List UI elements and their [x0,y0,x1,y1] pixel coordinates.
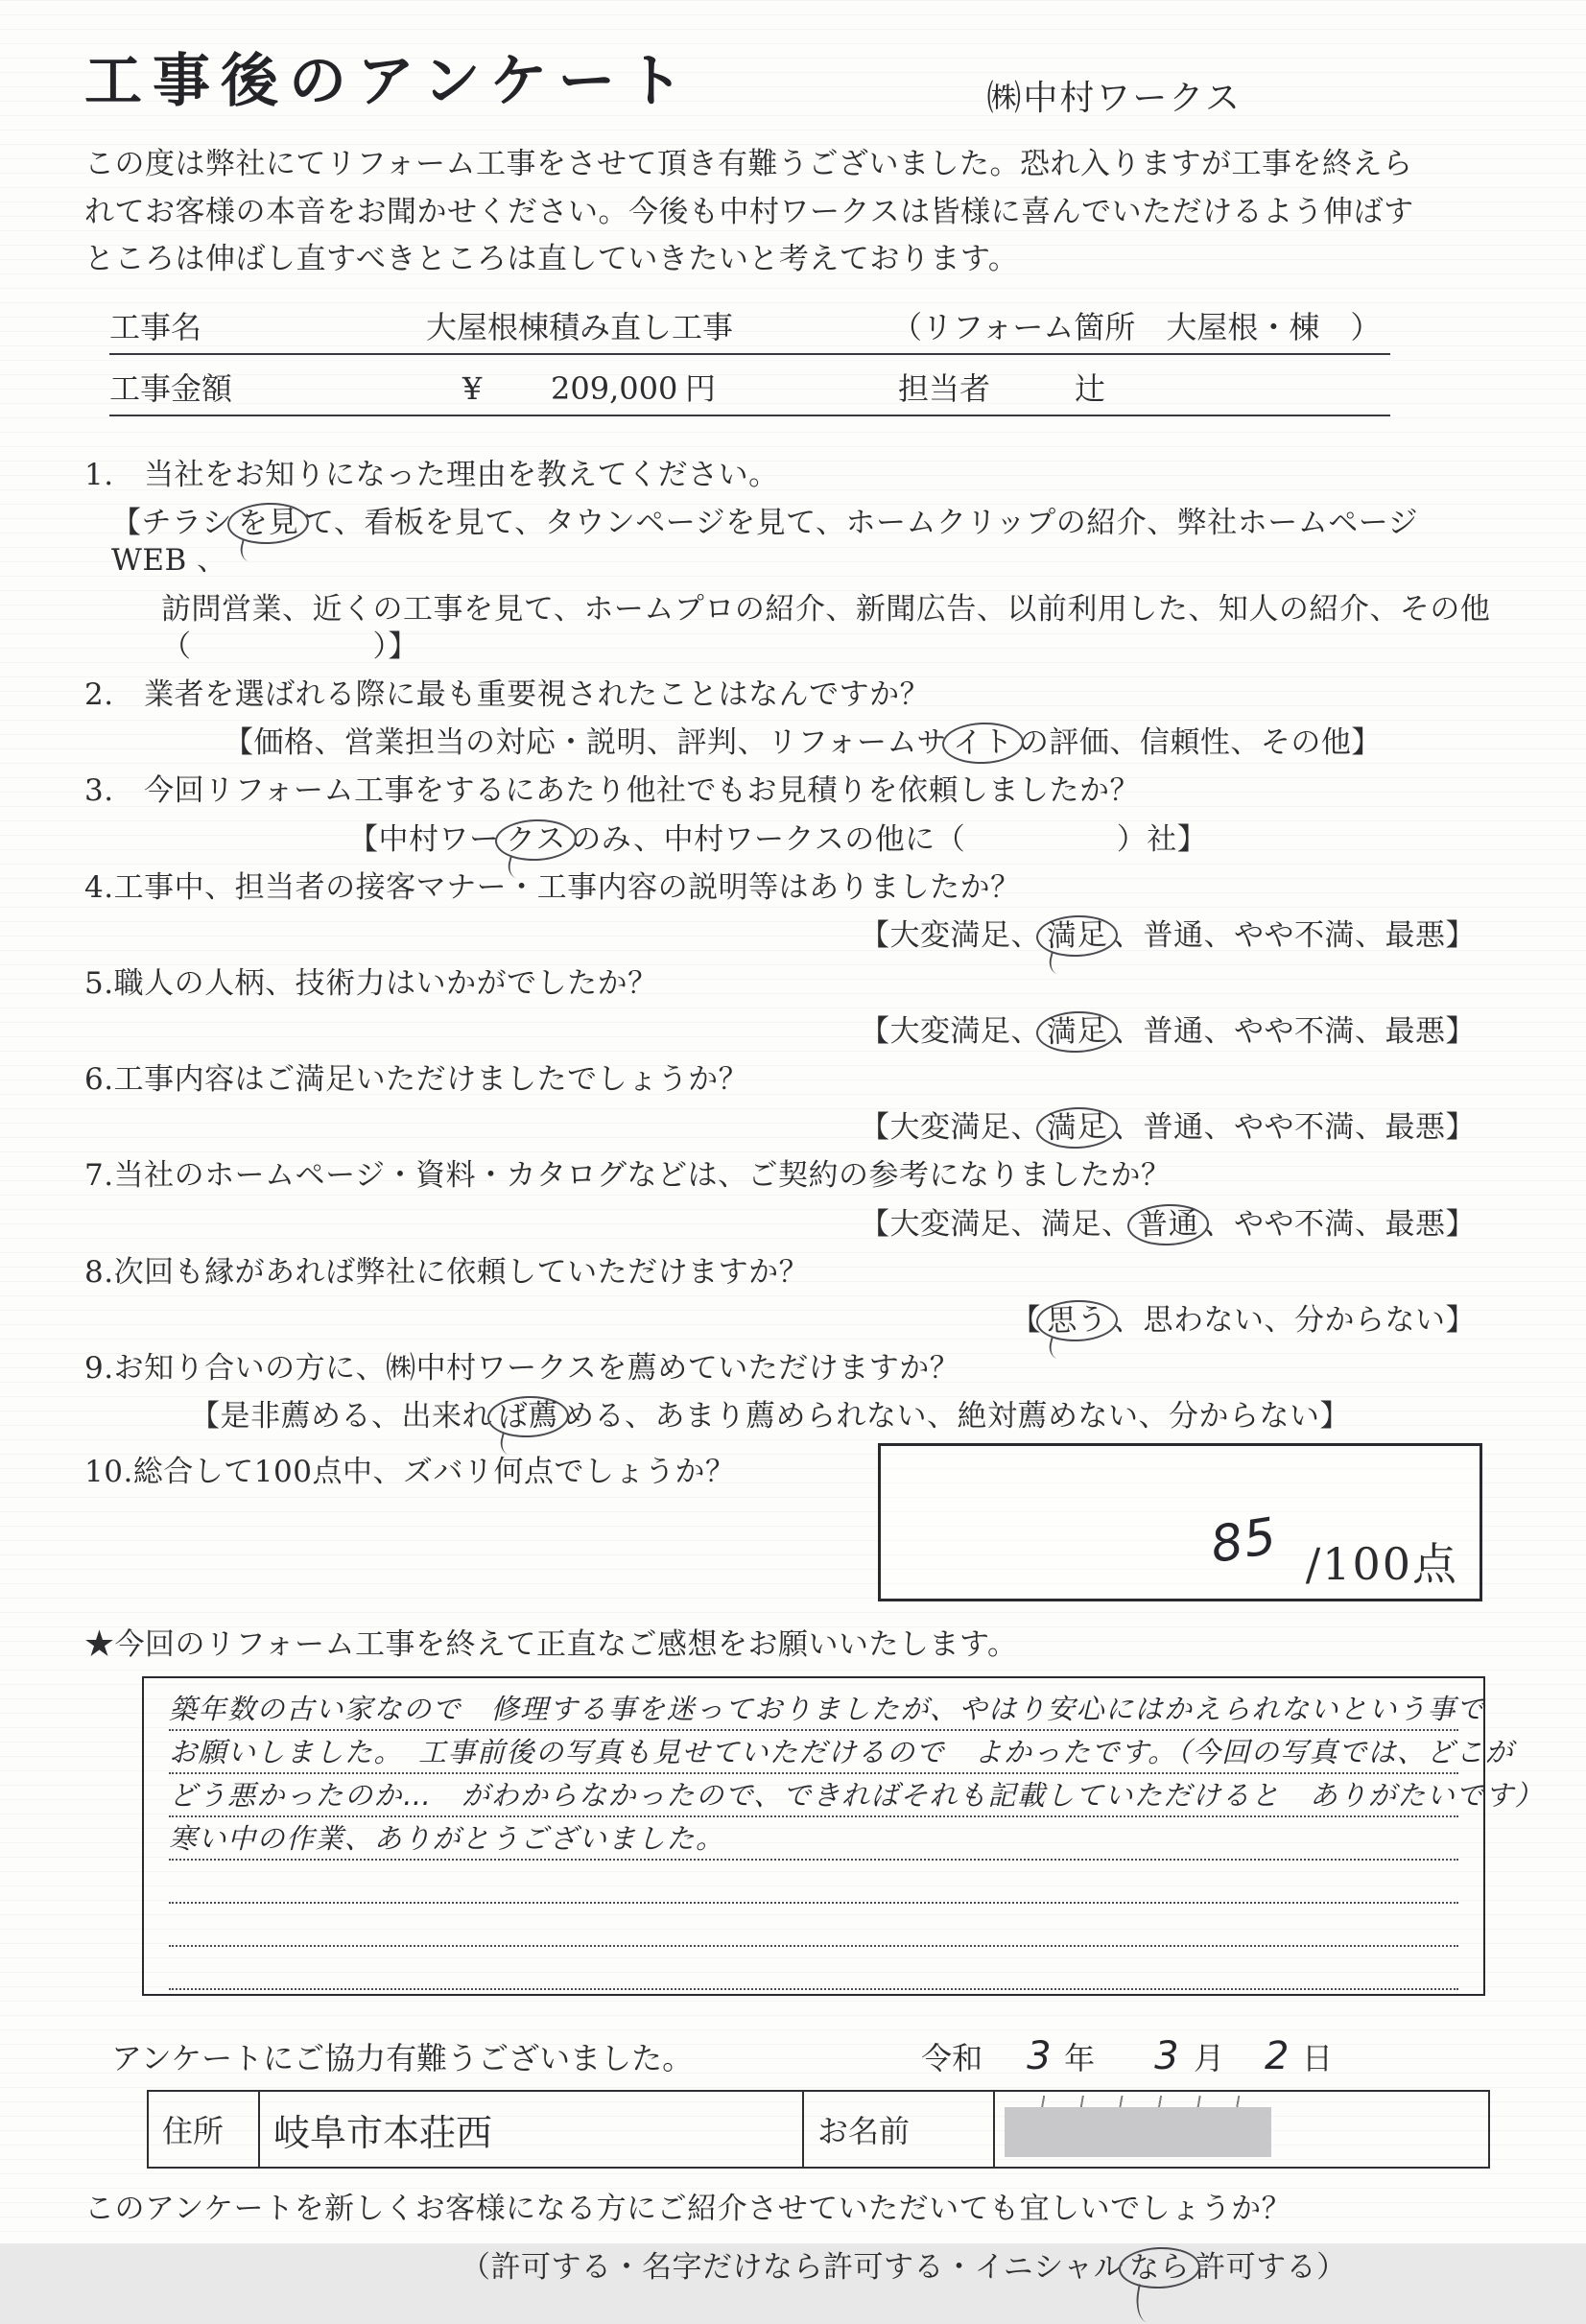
question-6-options [84,1109,1504,1147]
question-8-heading: 8.次回も縁があれば弊社に依頼していただけますか？ [84,1254,810,1290]
options-text: 、普通、やや不満、最悪】 [1113,917,1476,953]
circled-option: 普通 [1136,1205,1199,1243]
company-name: ㈱中村ワークス [986,79,1243,118]
staff-name: 辻 [1075,369,1106,407]
question-4-options [84,917,1504,955]
handwritten-day: 2 [1265,2034,1290,2079]
question-6 [84,1062,1504,1147]
options-text: （許可する・名字だけなら許可する・イニシャル [461,2250,1124,2286]
question-10 [84,1449,1504,1614]
question-7 [84,1158,1504,1243]
project-name-row [109,294,1390,355]
staff-label: 担当者 [898,369,991,407]
circled-option: クス [504,820,566,858]
question-9 [84,1351,1504,1435]
circled-option: 満足 [1046,1012,1108,1051]
options-text: 、普通、やや不満、最悪】 [1113,1014,1476,1050]
question-1-options-line1 [111,505,1504,580]
name-redaction [1005,2107,1271,2157]
handwritten-circle-mark [1035,1010,1118,1055]
consent-question: このアンケートを新しくお客様になる方にご紹介させていただいても宜しいでしょうか？ [84,2192,1292,2227]
handwritten-circle-mark [941,722,1024,766]
project-amount-row [109,355,1390,416]
question-7-heading: 7.当社のホームページ・資料・カタログなどは、ご契約の参考になりましたか？ [84,1158,1172,1194]
question-5-heading: 5.職人の人柄、技術力はいかがでしたか？ [84,965,658,1001]
intro-text: この度は弊社にてリフォーム工事をさせて頂き有難うございました。恐れ入りますが工事を終えられてお客様の本音をお聞かせください。今後も中村ワークスは皆様に喜んでいただけるよう伸ばすところは伸ばし直すべきところは直していきたいと考えております。 [84,147,1414,277]
question-9-options [190,1398,1504,1435]
handwritten-circle-mark [486,1395,569,1439]
comment-line-2 [169,1731,1515,1774]
circled-option: ば薦 [497,1397,559,1435]
options-text: て、看板を見て、タウンページを見て、ホームクリップの紹介、弊社ホームページ WEB 、 [111,505,1449,579]
question-3 [84,773,1504,858]
handwritten-circle-mark [1035,1106,1118,1150]
question-4-heading: 4.工事中、担当者の接客マナー・工事内容の説明等はありましたか？ [84,869,1021,905]
comment-box [142,1676,1544,1996]
score-box [878,1443,1482,1601]
page-title: 工事後のアンケート [84,48,695,115]
handwritten-circle-mark [1035,1298,1118,1342]
address-value: 岐阜市本荘西 [260,2092,804,2167]
handwritten-comment: 築年数の古い家なので 修理する事を迷っておりましたが、やはり安心にはかえられないという事で [169,1693,1486,1726]
thanks-date-row [111,2034,1504,2078]
handwritten-month: 3 [1154,2034,1181,2079]
question-1 [84,458,1504,666]
month-label: 月 [1194,2040,1225,2077]
name-label: お名前 [804,2092,995,2167]
handwritten-comment: お願いしました。 工事前後の写真も見せていただけるので よかったです。（今回の写真では、どこが [169,1736,1515,1769]
question-2 [84,677,1504,762]
handwritten-circle-mark [494,818,577,862]
circled-option: 満足 [1046,1109,1108,1147]
question-6-heading: 6.工事内容はご満足いただけましたでしょうか？ [84,1062,749,1098]
document-header [84,50,1504,120]
day-label: 日 [1302,2040,1334,2077]
question-3-options [348,821,1504,859]
ruled-line [169,1861,1458,1904]
options-text: 【チラシ [111,505,232,540]
handwritten-circle-mark [1035,913,1118,958]
reform-location: （リフォーム箇所 大屋根・棟 ） [891,308,1382,345]
question-4 [84,870,1504,955]
options-text: 【価格、営業担当の対応・説明、評判、リフォームサ [224,725,947,761]
year-label: 年 [1064,2040,1096,2077]
currency-symbol: ¥ [462,369,483,407]
options-text: の評価、信頼性、その他】 [1018,725,1382,761]
circled-option: を見 [237,504,299,542]
address-label: 住所 [149,2092,260,2167]
question-5 [84,966,1504,1051]
question-8-options [84,1302,1504,1340]
name-cell [995,2092,1488,2167]
handwritten-score: 85 [1206,1506,1281,1576]
options-text: 【大変満足、 [860,1014,1041,1050]
project-name-label: 工事名 [109,308,202,345]
question-2-heading: 2. 業者を選ばれる際に最も重要視されたことはなんですか？ [84,677,931,713]
question-1-options-line2: 訪問営業、近くの工事を見て、ホームプロの紹介、新聞広告、以前利用した、知人の紹介、その他（ ）】 [161,592,1491,665]
options-text: 、普通、やや不満、最悪】 [1113,1110,1476,1146]
options-text: 【大変満足、 [860,917,1041,953]
question-3-heading: 3. 今回リフォーム工事をするにあたり他社でもお見積りを依頼しましたか？ [84,773,1141,809]
circled-option: 思う [1046,1301,1108,1339]
amount-value: 209,000 [551,369,678,407]
circled-option: 満足 [1046,916,1108,954]
question-list [84,458,1504,1614]
options-text: 許可する） [1195,2250,1347,2286]
amount-unit: 円 [685,369,717,407]
ruled-line [169,1904,1458,1947]
project-name-value: 大屋根棟積み直し工事 [426,308,734,345]
handwritten-year: 3 [1027,2034,1053,2079]
options-text: 【是非薦める、出来れ [190,1398,492,1434]
options-text: める、あまり薦められない、絶対薦めない、分からない】 [564,1398,1350,1434]
options-text: 【大変満足、 [860,1110,1041,1146]
thanks-text: アンケートにご協力有難うございました。 [111,2040,694,2077]
options-text: 、やや不満、最悪】 [1203,1206,1476,1242]
handwritten-circle-mark [1118,2246,1200,2290]
score-denominator: /100点 [1305,1538,1458,1591]
handwritten-comment: 寒い中の作業、ありがとうございました。 [169,1822,725,1856]
options-text: 【 [1010,1302,1041,1338]
options-text: 【中村ワー [348,821,500,857]
options-text: 【大変満足、満足、 [860,1206,1132,1242]
circled-option: なら [1128,2248,1191,2287]
circled-option: イト [952,724,1014,762]
question-7-options [84,1206,1504,1244]
question-9-heading: 9.お知り合いの方に、㈱中村ワークスを薦めていただけますか？ [84,1350,960,1386]
question-1-heading: 1. 当社をお知りになった理由を教えてください。 [84,457,779,492]
contact-table [147,2090,1490,2169]
question-2-options [224,724,1504,762]
handwritten-circle-mark [226,501,309,545]
comment-line-4 [169,1817,1458,1861]
consent-options [461,2242,1504,2286]
options-text: のみ、中村ワークスの他に（ ）社】 [571,821,1208,857]
question-8 [84,1255,1504,1340]
handwritten-comment: どう悪かったのか… がわからなかったので、できればそれも記載していただけると ありがたいです） [169,1779,1544,1813]
amount-label: 工事金額 [109,369,233,407]
question-10-heading: 10.総合して100点中、ズバリ何点でしょうか？ [84,1455,736,1490]
question-5-options [84,1013,1504,1051]
options-text: 、思わない、分からない】 [1113,1302,1476,1338]
handwritten-circle-mark [1126,1202,1209,1246]
ruled-line [169,1947,1458,1990]
comment-line-3 [169,1774,1544,1817]
era-label: 令和 [921,2040,983,2077]
project-info-table [109,294,1390,416]
comment-line-1 [169,1688,1486,1731]
comment-heading: ★今回のリフォーム工事を終えて正直なご感想をお願いいたします。 [84,1627,1018,1663]
